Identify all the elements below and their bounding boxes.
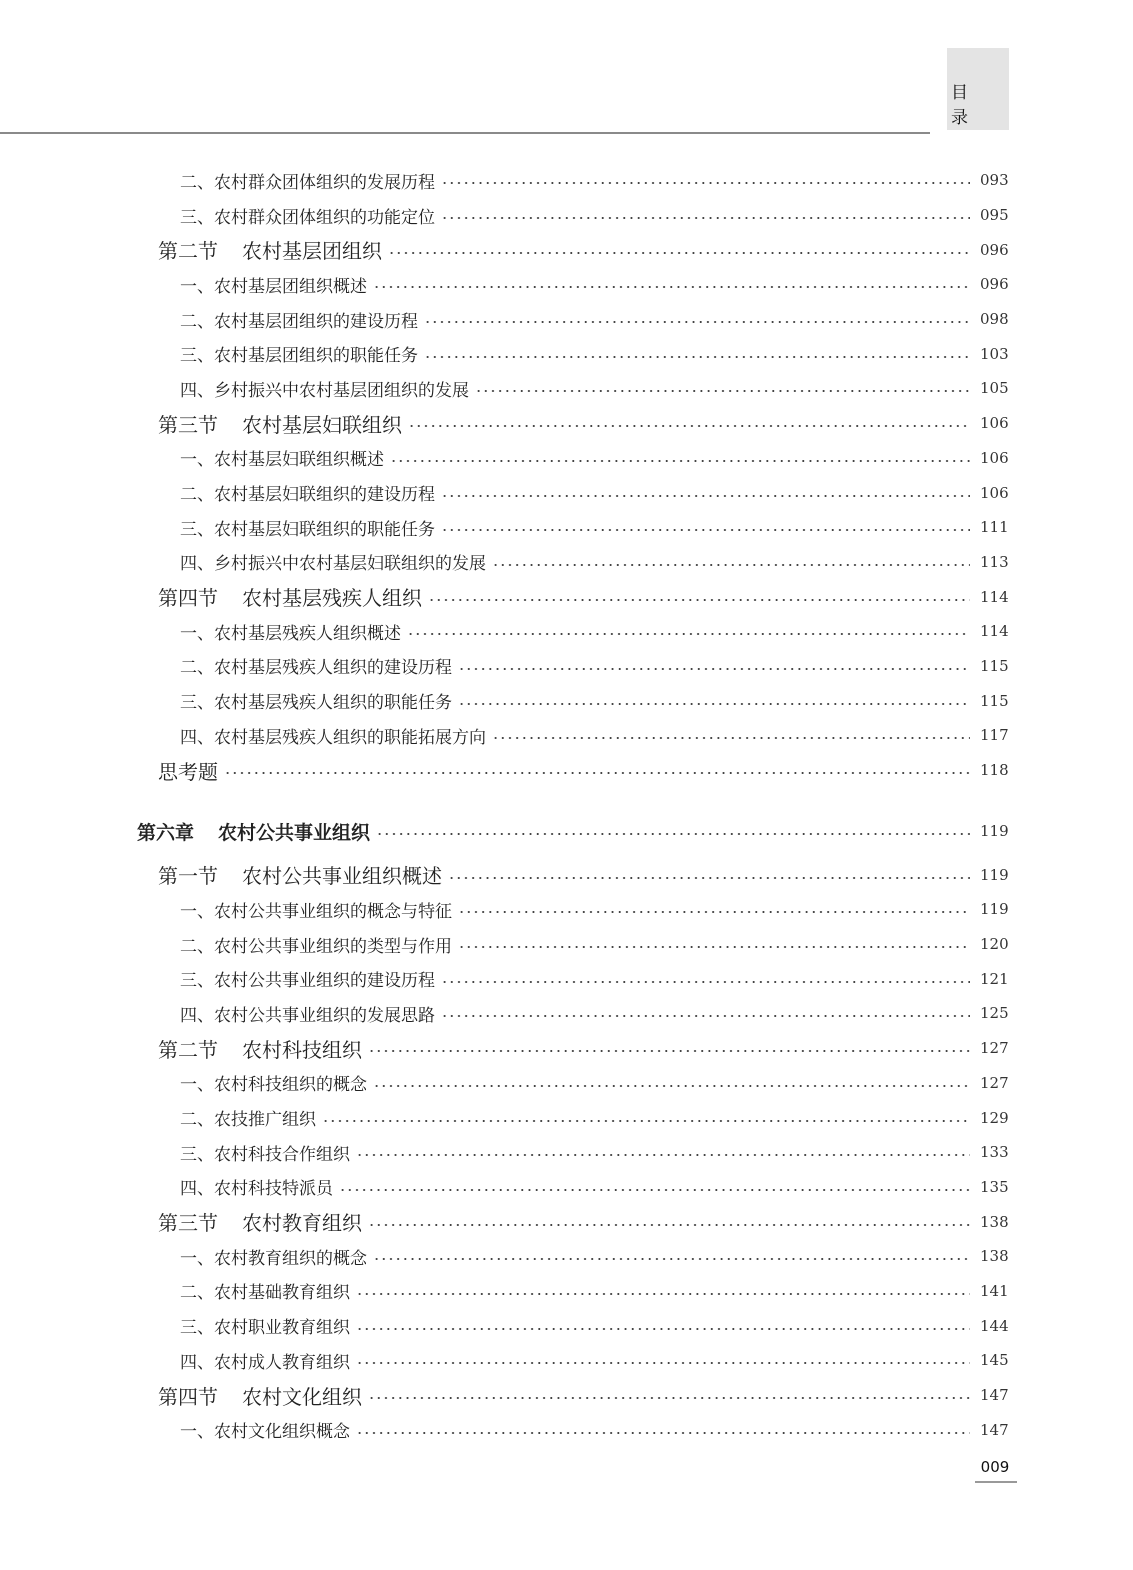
toc-title-text: 三、农村群众团体组织的功能定位 [180,207,435,228]
toc-title-text: 三、农村职业教育组织 [180,1318,350,1339]
toc-title [0,1348,350,1373]
toc-page: 145 [980,1351,1009,1370]
toc-number: 第二节 [158,1037,218,1062]
toc-item[interactable] [0,1412,1133,1447]
toc-page: 147 [980,1386,1009,1405]
dot-leader [368,1396,970,1400]
toc-number: 第三节 [158,412,218,437]
dot-leader [390,459,970,463]
toc-title [0,1244,367,1269]
toc-title [0,582,422,611]
toc-title-text: 农村公共事业组织概述 [242,864,442,889]
toc-section[interactable] [0,406,1133,441]
toc-item[interactable] [0,892,1133,927]
toc-title [0,168,435,193]
toc-title [0,756,218,785]
toc-item[interactable] [0,1308,1133,1343]
toc-item[interactable] [0,267,1133,302]
toc-number: 第一节 [158,864,218,889]
toc-title [0,897,452,922]
toc-title-text: 农村基层妇联组织 [242,412,402,437]
toc-item[interactable] [0,614,1133,649]
toc-item[interactable] [0,163,1133,198]
toc-page: 093 [980,171,1009,190]
toc-title-text: 一、农村教育组织的概念 [180,1248,367,1269]
toc-title [0,1034,362,1063]
toc-title [0,860,442,889]
toc-page: 119 [980,822,1009,841]
toc-item[interactable] [0,371,1133,406]
toc-item[interactable] [0,1343,1133,1378]
dot-leader [373,1257,970,1261]
toc-title-text: 一、农村基层残疾人组织概述 [180,623,401,644]
toc-title [0,549,486,574]
toc-item[interactable] [0,1100,1133,1135]
toc-title [0,272,367,297]
toc-item[interactable] [0,475,1133,510]
toc-page: 111 [980,518,1009,537]
dot-leader [356,1327,970,1331]
toc-page: 119 [980,865,1009,884]
toc-page: 138 [980,1212,1009,1231]
toc-item[interactable] [0,961,1133,996]
dot-leader [424,355,970,359]
toc-section[interactable] [0,1378,1133,1413]
toc-title-text: 三、农村公共事业组织的建设历程 [180,971,435,992]
toc-title-text: 三、农村科技合作组织 [180,1144,350,1165]
toc-item[interactable] [0,1239,1133,1274]
toc-title [0,515,435,540]
toc-title-text: 四、乡村振兴中农村基层团组织的发展 [180,380,469,401]
toc-page: 120 [980,935,1009,954]
dot-leader [458,910,970,914]
toc-title-text: 二、农村公共事业组织的类型与作用 [180,936,452,957]
dot-leader [339,1188,970,1192]
dot-leader [376,832,970,836]
toc-section[interactable] [0,232,1133,267]
dot-leader [373,285,970,289]
toc-title-text: 二、农技推广组织 [180,1110,316,1131]
toc-item[interactable] [0,649,1133,684]
toc-page: 115 [980,691,1009,710]
toc-title [0,1105,316,1130]
toc-title [0,203,435,228]
toc-title [0,1313,350,1338]
dot-leader [368,1223,970,1227]
dot-leader [373,1084,970,1088]
toc-page: 127 [980,1073,1009,1092]
toc-section[interactable] [0,753,1133,788]
toc-title [0,619,401,644]
dot-leader [322,1119,970,1123]
page-number-rule [975,1481,1017,1483]
toc-title [0,235,382,264]
toc-title [0,688,452,713]
toc-item[interactable] [0,996,1133,1031]
toc-page: 141 [980,1281,1009,1300]
dot-leader [356,1361,970,1365]
dot-leader [448,876,970,880]
dot-leader [441,216,970,220]
toc-title-text: 农村基层团组织 [242,239,382,264]
toc-item[interactable] [0,545,1133,580]
toc-title-text: 四、农村基层残疾人组织的职能拓展方向 [180,727,486,748]
toc-page: 129 [980,1108,1009,1127]
dot-leader [458,945,970,949]
toc-title-text: 一、农村基层团组织概述 [180,276,367,297]
dot-leader [492,736,970,740]
dot-leader [458,702,970,706]
toc-title-text: 一、农村基层妇联组织概述 [180,450,384,471]
toc-page: 133 [980,1143,1009,1162]
toc-page: 115 [980,656,1009,675]
dot-leader [224,771,970,775]
toc-title [0,1174,333,1199]
toc-page: 138 [980,1247,1009,1266]
toc-title-text: 二、农村基层团组织的建设历程 [180,311,418,332]
toc-page: 096 [980,275,1009,294]
toc-page: 125 [980,1004,1009,1023]
toc-title [0,1207,362,1236]
page-number: 009 [980,1458,1010,1476]
toc-section[interactable] [0,857,1133,892]
toc-title-text: 二、农村基础教育组织 [180,1283,350,1304]
toc-item[interactable] [0,1135,1133,1170]
toc-page: 096 [980,240,1009,259]
table-of-contents [0,163,1133,1447]
toc-title-text: 农村教育组织 [242,1211,362,1236]
toc-item[interactable] [0,336,1133,371]
toc-title [0,932,452,957]
toc-page: 121 [980,969,1009,988]
toc-title-text: 一、农村科技组织的概念 [180,1075,367,1096]
toc-page: 095 [980,206,1009,225]
toc-number: 第四节 [158,586,218,611]
toc-title-text: 二、农村基层妇联组织的建设历程 [180,485,435,506]
dot-leader [428,598,970,602]
toc-page: 119 [980,900,1009,919]
toc-page: 103 [980,344,1009,363]
toc-item[interactable] [0,1066,1133,1101]
toc-section[interactable] [0,579,1133,614]
toc-item[interactable] [0,718,1133,753]
toc-item[interactable] [0,441,1133,476]
toc-title-text: 三、农村基层残疾人组织的职能任务 [180,693,452,714]
toc-title [0,1417,350,1442]
toc-title [0,376,469,401]
dot-leader [424,320,970,324]
toc-title-text: 二、农村基层残疾人组织的建设历程 [180,658,452,679]
dot-leader [492,563,970,567]
toc-title [0,653,452,678]
toc-title [0,1381,362,1410]
toc-title [0,480,435,505]
toc-title [0,307,418,332]
dot-leader [458,667,970,671]
toc-item[interactable] [0,302,1133,337]
toc-page: 118 [980,761,1009,780]
dot-leader [441,528,970,532]
toc-page: 114 [980,587,1009,606]
toc-title [0,445,384,470]
toc-chapter[interactable] [0,805,1133,857]
toc-title-text: 农村基层残疾人组织 [242,586,422,611]
toc-title [0,1001,435,1026]
dot-leader [356,1153,970,1157]
toc-page: 114 [980,622,1009,641]
toc-title-text: 三、农村基层妇联组织的职能任务 [180,519,435,540]
toc-page: 106 [980,483,1009,502]
toc-title [0,1070,367,1095]
dot-leader [388,251,970,255]
toc-page: 098 [980,310,1009,329]
dot-leader [441,181,970,185]
toc-page: 113 [980,552,1009,571]
toc-title-text: 农村公共事业组织 [218,821,371,844]
toc-item[interactable] [0,927,1133,962]
toc-title [0,723,486,748]
dot-leader [441,494,970,498]
dot-leader [407,632,970,636]
toc-page: 127 [980,1039,1009,1058]
toc-title [0,818,370,845]
dot-leader [356,1292,970,1296]
toc-title [0,409,402,438]
toc-title [0,341,418,366]
section-tab [947,48,1009,130]
toc-section[interactable] [0,1204,1133,1239]
toc-number: 第二节 [158,239,218,264]
toc-title-text: 一、农村公共事业组织的概念与特征 [180,901,452,922]
toc-page: 106 [980,414,1009,433]
toc-title-text: 思考题 [158,759,218,784]
dot-leader [441,980,970,984]
toc-title-text: 四、农村公共事业组织的发展思路 [180,1005,435,1026]
toc-title [0,1278,350,1303]
dot-leader [356,1431,970,1435]
toc-number: 第四节 [158,1384,218,1409]
dot-leader [408,424,970,428]
toc-title [0,1140,350,1165]
toc-title-text: 农村科技组织 [242,1037,362,1062]
toc-title-text: 四、乡村振兴中农村基层妇联组织的发展 [180,554,486,575]
toc-title [0,966,435,991]
dot-leader [475,389,970,393]
toc-page: 135 [980,1177,1009,1196]
section-tab-label: 目录 [951,83,986,128]
toc-page: 105 [980,379,1009,398]
toc-page: 117 [980,726,1009,745]
dot-leader [368,1049,970,1053]
toc-title-text: 农村文化组织 [242,1384,362,1409]
toc-item[interactable] [0,683,1133,718]
toc-number: 第六章 [137,821,195,844]
toc-title-text: 三、农村基层团组织的职能任务 [180,346,418,367]
header-rule [0,132,930,134]
toc-number: 第三节 [158,1211,218,1236]
toc-section[interactable] [0,1031,1133,1066]
dot-leader [441,1014,970,1018]
toc-title-text: 二、农村群众团体组织的发展历程 [180,172,435,193]
toc-title-text: 四、农村科技特派员 [180,1179,333,1200]
toc-page: 144 [980,1316,1009,1335]
toc-page: 106 [980,448,1009,467]
toc-title-text: 四、农村成人教育组织 [180,1352,350,1373]
toc-title-text: 一、农村文化组织概念 [180,1422,350,1443]
toc-item[interactable] [0,510,1133,545]
toc-item[interactable] [0,198,1133,233]
toc-item[interactable] [0,1274,1133,1309]
toc-item[interactable] [0,1170,1133,1205]
toc-page: 147 [980,1420,1009,1439]
